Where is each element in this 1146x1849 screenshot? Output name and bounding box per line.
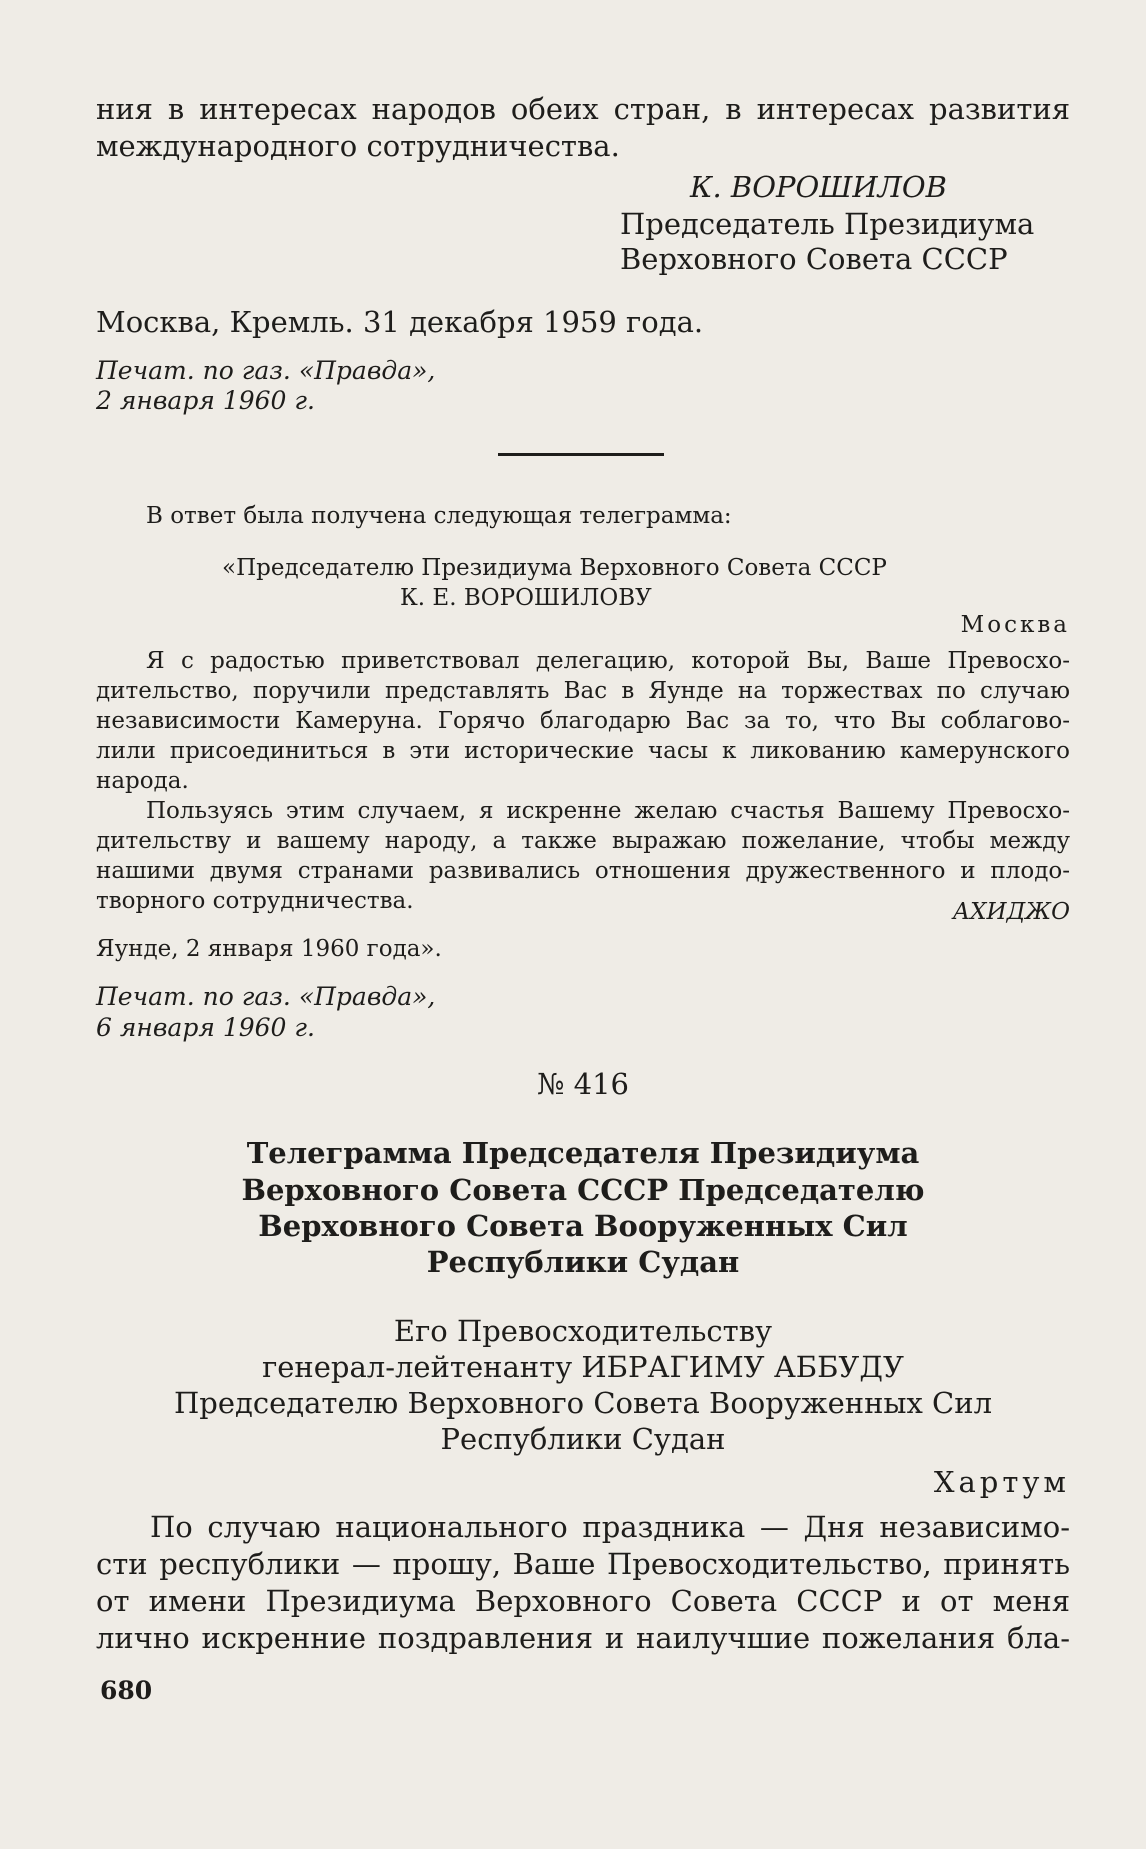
- source-note: 6 января 1960 г.: [96, 1013, 315, 1042]
- body-line: Пользуясь этим случаем, я искренне желаю счастья Вашему Превосхо-: [146, 798, 1070, 824]
- body-line: творного сотрудничества.: [96, 888, 414, 914]
- body-line: нашими двумя странами развивались отношения дружественного и плодо-: [96, 858, 1070, 884]
- body-line: лили присоединиться в эти исторические часы к ликованию камерунского: [96, 738, 1070, 764]
- signature-title: Верховного Совета СССР: [620, 242, 1008, 276]
- body-line: международного сотрудничества.: [96, 129, 620, 163]
- place-date: Яунде, 2 января 1960 года».: [96, 936, 442, 962]
- signature-name: К. ВОРОШИЛОВ: [690, 170, 947, 204]
- body-line: народа.: [96, 768, 189, 794]
- body-line: По случаю национального праздника — Дня независимо-: [150, 1510, 1070, 1544]
- addressee-line: Его Превосходительству: [393, 1314, 773, 1348]
- source-note: 2 января 1960 г.: [96, 386, 315, 415]
- body-line: ния в интересах народов обеих стран, в интересах развития: [96, 92, 1070, 126]
- body-line: Я с радостью приветствовал делегацию, которой Вы, Ваше Превосхо-: [146, 648, 1070, 674]
- intro-line: В ответ была получена следующая телеграмма:: [146, 503, 732, 529]
- signature-title: Председатель Президиума: [620, 207, 1035, 241]
- addressee-line: Республики Судан: [440, 1422, 726, 1456]
- signature-name: АХИДЖО: [952, 899, 1070, 925]
- city-line: Хартум: [933, 1465, 1070, 1499]
- place-date: Москва, Кремль. 31 декабря 1959 года.: [96, 305, 704, 339]
- section-divider: [498, 453, 664, 456]
- body-line: от имени Президиума Верховного Совета СССР и от меня: [96, 1584, 1070, 1618]
- document-title-line: Верховного Совета СССР Председателю: [241, 1173, 925, 1207]
- document-title-line: Республики Судан: [426, 1245, 740, 1279]
- document-title-line: Телеграмма Председателя Президиума: [246, 1136, 920, 1170]
- body-line: дительству и вашему народу, а также выражаю пожелание, чтобы между: [96, 828, 1070, 854]
- body-line: независимости Камеруна. Горячо благодарю Вас за то, что Вы соблагово-: [96, 708, 1070, 734]
- addressee-name: генерал-лейтенанту ИБРАГИМУ АББУДУ: [262, 1350, 904, 1384]
- source-note: Печат. по газ. «Правда»,: [96, 356, 436, 385]
- source-note: Печат. по газ. «Правда»,: [96, 982, 436, 1011]
- body-line: дительство, поручили представлять Вас в Яунде на торжествах по случаю: [96, 678, 1070, 704]
- document-number: № 416: [536, 1067, 629, 1101]
- body-line: сти республики — прошу, Ваше Превосходительство, принять: [96, 1547, 1070, 1581]
- addressee-line: Председателю Верховного Совета Вооруженных Сил: [174, 1386, 992, 1420]
- addressee-line: «Председателю Президиума Верховного Совета СССР: [222, 555, 887, 581]
- document-title-line: Верховного Совета Вооруженных Сил: [258, 1209, 908, 1243]
- body-line: лично искренние поздравления и наилучшие пожелания бла-: [96, 1621, 1070, 1655]
- page-number: 680: [100, 1676, 153, 1705]
- addressee-name: К. Е. ВОРОШИЛОВУ: [400, 585, 652, 611]
- city-line: Москва: [960, 612, 1070, 638]
